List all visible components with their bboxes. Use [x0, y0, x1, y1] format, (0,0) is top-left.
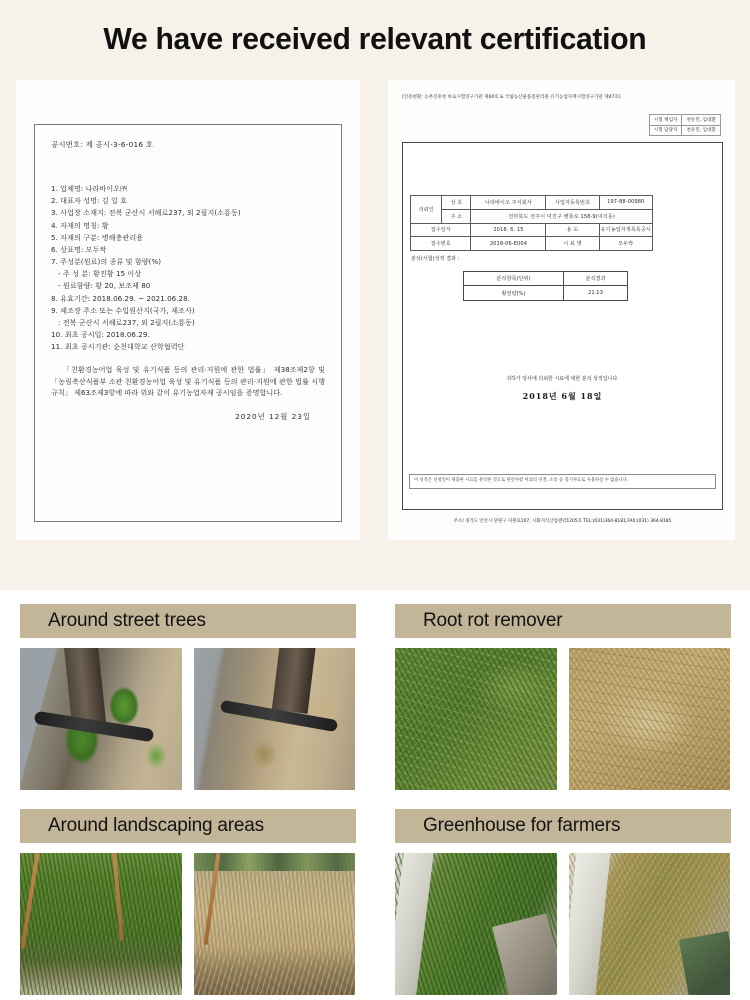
- table-header-row: [464, 272, 628, 286]
- page-header: [0, 0, 750, 78]
- list-item: 4. 자재의 명칭: 황: [51, 220, 109, 230]
- photo-cell-landscaping: [0, 795, 375, 1000]
- certificate-doc-number: 공시번호: 제 공시-3-6-016 호: [51, 140, 154, 149]
- receipt-date-value: 2018. 6. 15: [471, 223, 546, 237]
- photo-pair: [395, 853, 730, 995]
- table-row: [411, 209, 653, 223]
- analysis-result-table: [463, 271, 628, 301]
- certificate-left-frame: [34, 124, 342, 522]
- certificate-left-item-list: [51, 184, 325, 351]
- purpose-label: 용 도: [546, 223, 599, 237]
- test-manager-label: 시험 책임자: [649, 115, 682, 126]
- company-label: 상 호: [442, 196, 471, 210]
- analysis-note: 귀하가 당사에 의뢰한 시료에 대한 분석 성적입니다.: [506, 376, 619, 382]
- table-row: [411, 237, 653, 251]
- lawn-after-photo[interactable]: [569, 648, 731, 790]
- sample-label: 시 료 명: [546, 237, 599, 251]
- list-item: 6. 상표명: 모두싹: [51, 244, 107, 254]
- test-officer-label: 시험 담당자: [649, 125, 682, 136]
- photo-pair: [395, 648, 730, 790]
- photo-banner-label: Around street trees: [48, 610, 206, 631]
- photo-cell-root-rot: [375, 590, 750, 795]
- analysis-result-header: 분석결과: [563, 272, 627, 286]
- purpose-value: 유기농업자재목록공시: [599, 223, 652, 237]
- analysis-item-value: 황전량(%): [464, 286, 564, 300]
- street-tree-before-photo[interactable]: [20, 648, 182, 790]
- landscaping-after-photo[interactable]: [194, 853, 356, 995]
- test-officer-value: 천유민, 임대환: [682, 125, 721, 136]
- certificate-left-body-text: 「친환경농어업 육성 및 유기식품 등의 관리·지원에 관한 법률」 제38조제2항 및 「농림축산식품부 소관 친환경농어업 육성 및 유기식품 등의 관리·지원에 관한 법률 시행규칙」 제63조제3항에 따라 위와 같이 유기농업자재 공시임을 증명합니다.: [51, 365, 325, 398]
- photo-banner-street-trees: [20, 604, 356, 638]
- analysis-result-value: 21.13: [563, 286, 627, 300]
- certificate-document-right[interactable]: [388, 80, 735, 540]
- receipt-no-value: 2018-06-E004: [471, 237, 546, 251]
- certificate-right-issue-date: 2018년 6월 18일: [522, 391, 603, 401]
- table-row: [464, 286, 628, 300]
- analysis-item-header: 분석항목(단위): [464, 272, 564, 286]
- list-item: 11. 최초 공시기관: 순천대학교 산학협력단: [51, 342, 185, 352]
- address-value: 전라북도 전주시 덕진구 벤룡로 158-9(여의동): [471, 209, 652, 223]
- table-row: [411, 223, 653, 237]
- list-item: 8. 유효기간: 2018.06.29. ~ 2021.06.28.: [51, 293, 190, 303]
- certificate-right-frame: [402, 142, 723, 510]
- photo-banner-landscaping: [20, 809, 356, 843]
- address-label: 주 소: [442, 209, 471, 223]
- photo-cell-street-trees: [0, 590, 375, 795]
- test-manager-value: 천유민, 임대환: [682, 115, 721, 126]
- list-item: 3. 사업장 소재지: 전북 군산시 서해로237, 외 2필지(소룡동): [51, 208, 241, 218]
- list-item: 2. 대표자 성명: 김 일 호: [51, 196, 128, 206]
- list-item: 7. 주성분(원료)의 종류 및 함량(%): [51, 257, 162, 267]
- photo-banner-label: Around landscaping areas: [48, 815, 264, 836]
- biznum-value: 197-88-00980: [599, 196, 652, 210]
- receipt-date-label: 접수일자: [411, 223, 471, 237]
- table-row: [649, 125, 720, 136]
- biznum-label: 사업자등록번호: [546, 196, 599, 210]
- list-item: 9. 제조장 주소 또는 수입원산지(국가, 제조사): [51, 305, 195, 315]
- certificate-right-footer-address: 주소/ 경기도 안산시 단원구 지원로107, 시화지식산업센터1205호 TEL:(031)364-8181,FAX:(031) 364-8185: [453, 519, 672, 524]
- list-item: - 원료함량: 황 20, 보조제 80: [58, 281, 151, 291]
- photo-pair: [20, 853, 355, 995]
- certificate-document-left[interactable]: [16, 80, 360, 540]
- photo-banner-label: Root rot remover: [423, 610, 563, 631]
- table-row: [411, 196, 653, 210]
- receipt-no-label: 접수번호: [411, 237, 471, 251]
- photo-gallery-section: [0, 590, 750, 1000]
- photo-cell-greenhouse: [375, 795, 750, 1000]
- photo-pair: [20, 648, 355, 790]
- page-title: We have received relevant certification: [103, 21, 647, 56]
- list-item: 10. 최초 공시일: 2018.06.29.: [51, 330, 150, 340]
- certificate-right-signature-table: [649, 114, 721, 136]
- lawn-before-photo[interactable]: [395, 648, 557, 790]
- table-row: [649, 115, 720, 126]
- photo-banner-greenhouse: [395, 809, 731, 843]
- photo-banner-label: Greenhouse for farmers: [423, 815, 621, 836]
- certificates-band: [0, 78, 750, 590]
- greenhouse-before-photo[interactable]: [395, 853, 557, 995]
- company-value: 나라바이오 주식회사: [471, 196, 546, 210]
- requester-label: 의뢰인: [411, 196, 442, 224]
- list-item: - 주 성 분: 황진황 15 이상: [58, 269, 142, 279]
- certificate-left-issue-date: 2020년 12월 23일: [235, 411, 311, 421]
- requester-info-table: [410, 195, 653, 251]
- landscaping-before-photo[interactable]: [20, 853, 182, 995]
- list-item: 5. 자재의 구분: 병해충관리용: [51, 232, 144, 242]
- street-tree-after-photo[interactable]: [194, 648, 356, 790]
- greenhouse-after-photo[interactable]: [569, 853, 731, 995]
- list-item: : 전북 군산시 서해로237, 외 2필지(소룡동): [58, 317, 195, 327]
- certificate-right-top-note: [인증현황: 농촌진흥청 바로시험연구기관 제60호 & 국립농산물품질관리원 유기농업자재시험연구기관 제47호]: [402, 95, 621, 100]
- list-item: 1. 업체명: 나라바이오㈜: [51, 184, 128, 193]
- photo-grid: [0, 590, 750, 1000]
- certificate-disclaimer: 이 성적은 신청인이 제출한 시료를 분석한 것으로 관련사항 이외의 선전, 소송 등 증거자료로 사용하실 수 없습니다.: [409, 474, 716, 489]
- sample-value: 모두싹: [599, 237, 652, 251]
- analysis-result-label: 분석(시험)성적 결과 :: [411, 256, 460, 262]
- photo-banner-root-rot: [395, 604, 731, 638]
